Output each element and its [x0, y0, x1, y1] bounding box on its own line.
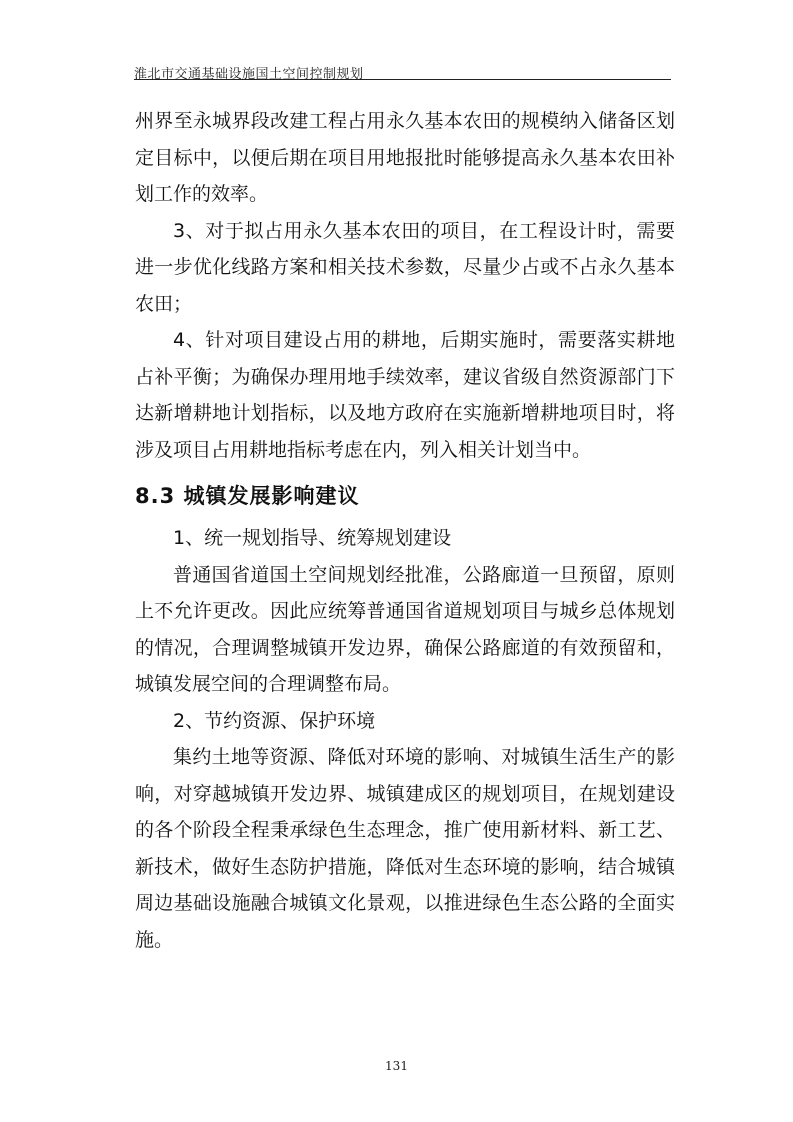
body-paragraph: 集约土地等资源、降低对环境的影响、对城镇生活生产的影响，对穿越城镇开发边界、城镇建成区的规划项目，在规划建设的各个阶段全程秉承绿色生态理念，推广使用新材料、新工艺、新技术，做好生态防护措施，降低对生态环境的影响，结合城镇周边基础设施融合城镇文化景观，以推进绿色生态公路的全面实施。	[135, 746, 675, 951]
subheading-paragraph: 2、节约资源、保护环境	[173, 709, 376, 732]
section-heading: 8.3 城镇发展影响建议	[135, 484, 360, 508]
subheading-paragraph: 1、统一规划指导、统筹规划建设	[173, 527, 452, 549]
page-number: 131	[385, 1059, 408, 1073]
body-paragraph: 州界至永城界段改建工程占用永久基本农田的规模纳入储备区划定目标中，以便后期在项目用地报批时能够提高永久基本农田补划工作的效率。	[135, 110, 675, 205]
header-divider	[134, 79, 671, 80]
body-paragraph: 普通国省道国土空间规划经批准，公路廊道一旦预留，原则上不允许更改。因此应统筹普通国省道规划项目与城乡总体规划的情况，合理调整城镇开发边界，确保公路廊道的有效预留和，城镇发展空间的合理调整布局。	[135, 563, 675, 695]
header-title: 淮北市交通基础设施国土空间控制规划	[134, 67, 364, 82]
body-paragraph: 3、对于拟占用永久基本农田的项目，在工程设计时，需要进一步优化线路方案和相关技术参数，尽量少占或不占永久基本农田；	[135, 219, 675, 315]
body-paragraph: 4、针对项目建设占用的耕地，后期实施时，需要落实耕地占补平衡；为确保办理用地手续效率，建议省级自然资源部门下达新增耕地计划指标，以及地方政府在实施新增耕地项目时，将涉及项目占用耕地指标考虑在内，列入相关计划当中。	[135, 329, 675, 461]
page-body	[135, 103, 675, 958]
